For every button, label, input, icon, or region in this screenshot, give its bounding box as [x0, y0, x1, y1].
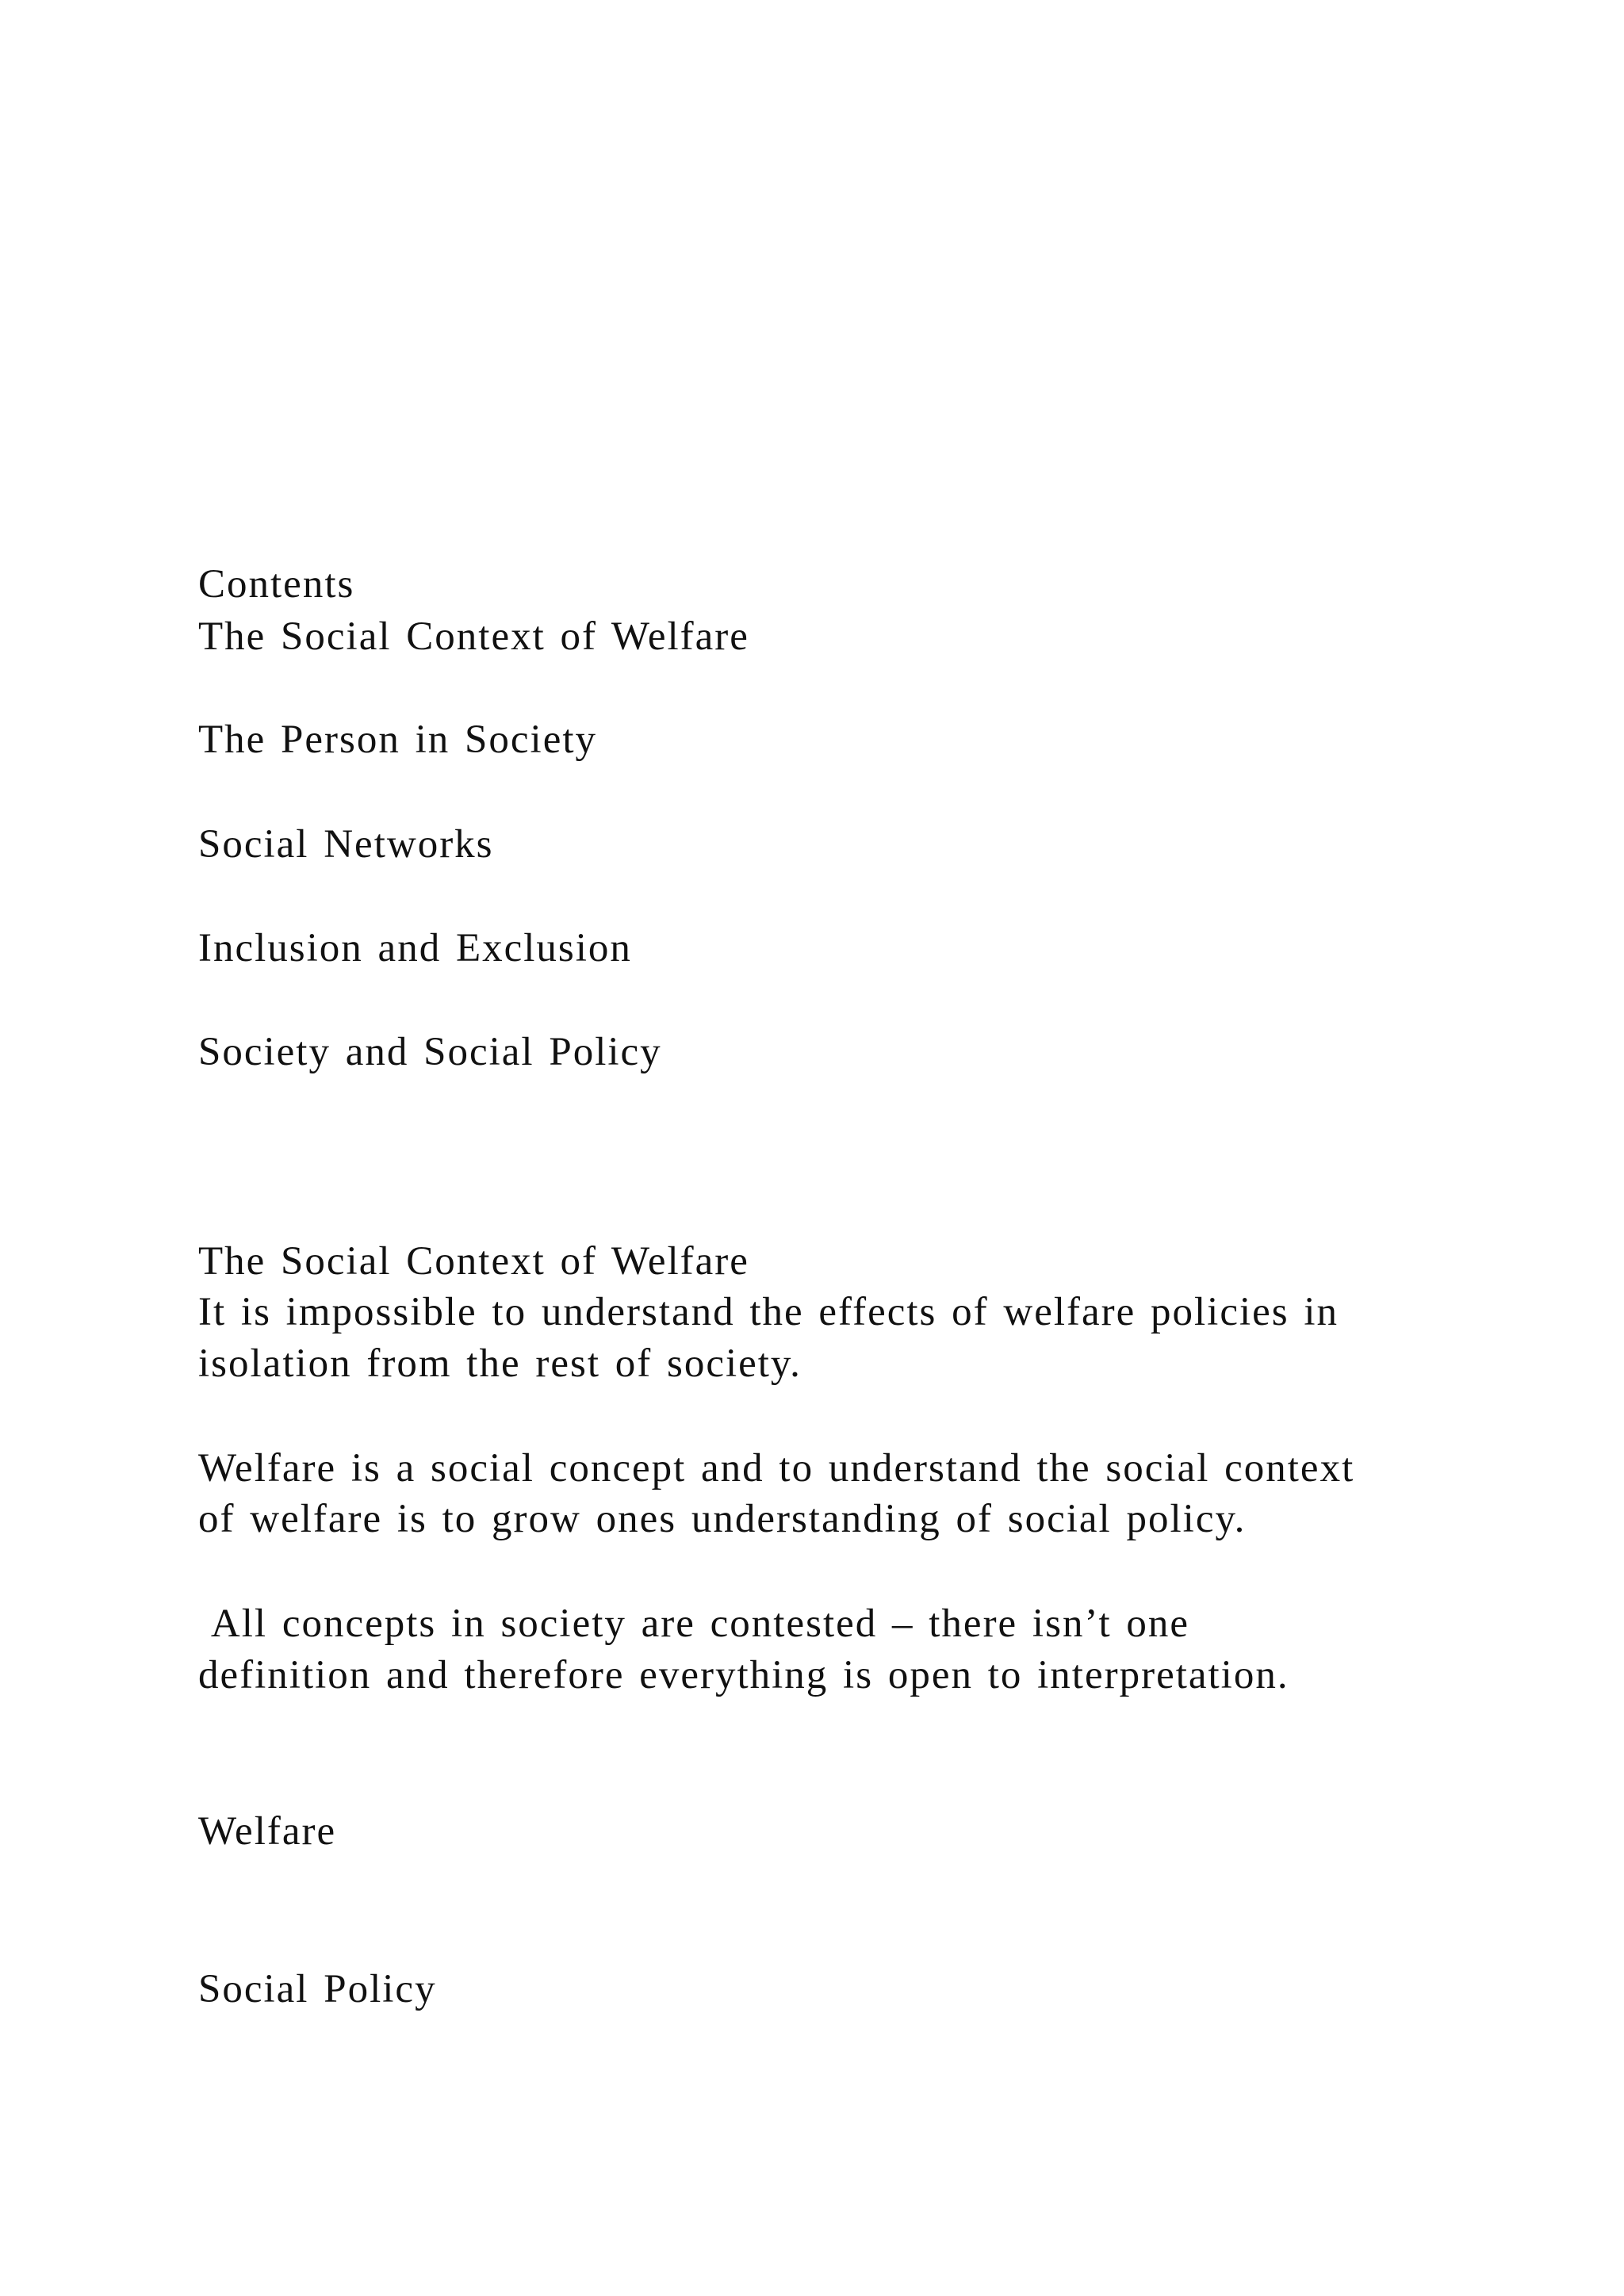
paragraph-2-line-2: of welfare is to grow ones understanding of social policy.: [198, 1497, 1247, 1541]
toc-item-person-in-society: The Person in Society: [198, 718, 598, 762]
welfare-label: Welfare: [198, 1809, 337, 1854]
paragraph-3-line-2: definition and therefore everything is open to interpretation.: [198, 1653, 1289, 1697]
toc-item-inclusion-exclusion: Inclusion and Exclusion: [198, 926, 632, 970]
toc-item-society-social-policy: Society and Social Policy: [198, 1030, 662, 1074]
paragraph-2-line-1: Welfare is a social concept and to understand the social context: [198, 1446, 1355, 1490]
toc-item-social-networks: Social Networks: [198, 822, 494, 867]
social-policy-label: Social Policy: [198, 1967, 437, 2011]
toc-item-social-context: The Social Context of Welfare: [198, 614, 749, 659]
section-title: The Social Context of Welfare: [198, 1239, 749, 1284]
paragraph-1-line-2: isolation from the rest of society.: [198, 1341, 802, 1386]
paragraph-1-line-1: It is impossible to understand the effects of welfare policies in: [198, 1290, 1339, 1334]
contents-heading: Contents: [198, 562, 355, 607]
paragraph-3-line-1: All concepts in society are contested – there isn’t one: [198, 1601, 1190, 1646]
